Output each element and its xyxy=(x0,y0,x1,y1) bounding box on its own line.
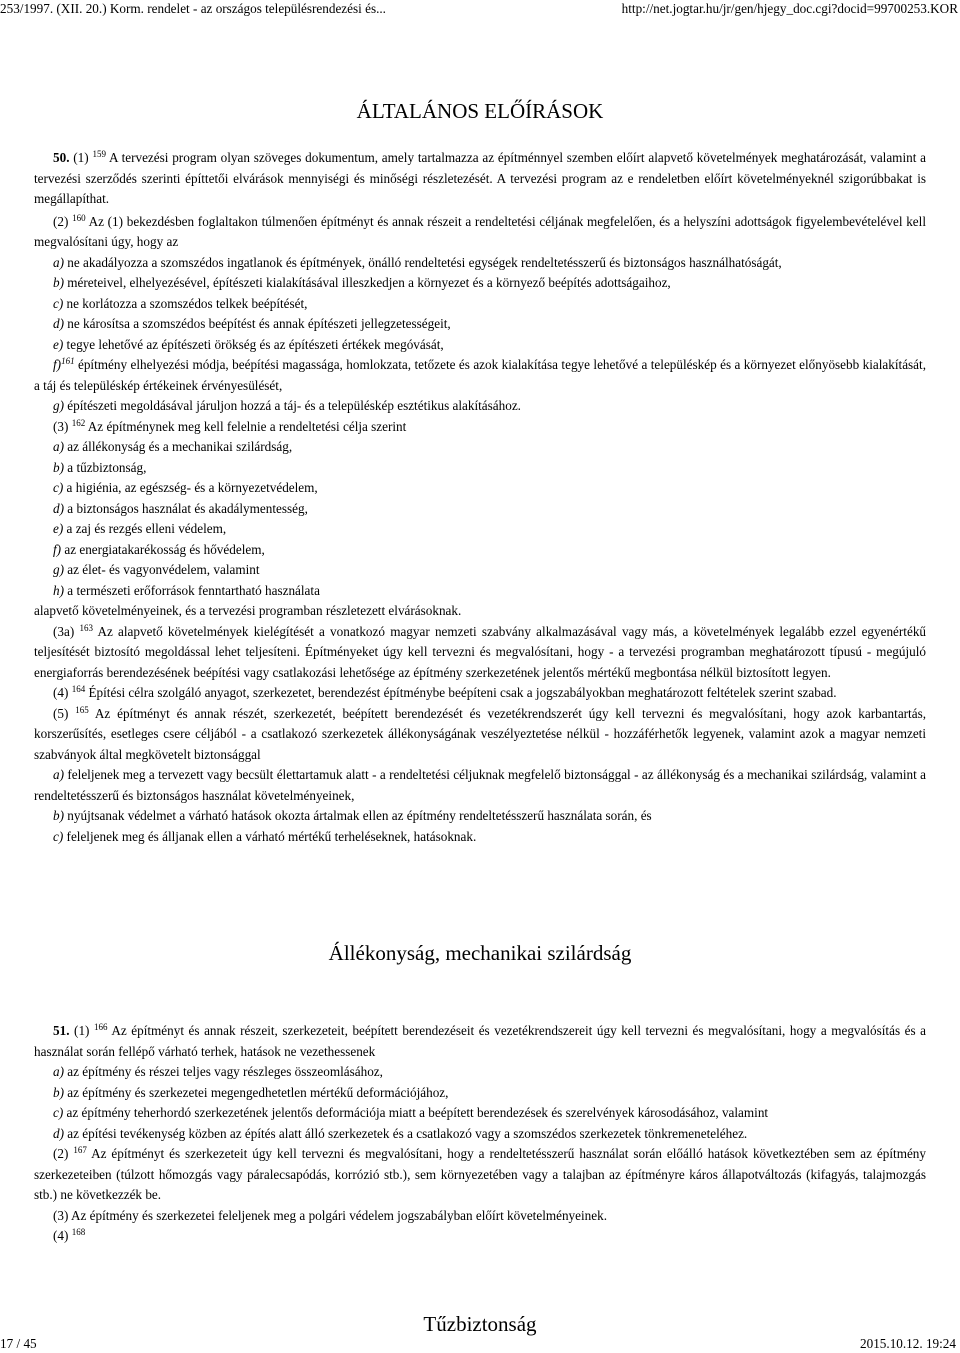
list-item xyxy=(34,540,926,561)
footnote-ref[interactable]: 167 xyxy=(73,1145,87,1155)
paragraph-50-3a xyxy=(34,622,926,684)
page-number: 17 / 45 xyxy=(0,1336,37,1351)
print-datetime: 2015.10.12. 19:24 xyxy=(860,1336,956,1351)
list-item xyxy=(34,827,926,848)
list-item-text: ne akadályozza a szomszédos ingatlanok és építmények, önálló rendeltetési egységek rendeltetésszerű és biztonságos használhatóságát, xyxy=(67,254,782,270)
footnote-ref[interactable]: 168 xyxy=(71,1227,86,1237)
list-item xyxy=(34,560,926,581)
list-item xyxy=(34,806,926,827)
list-item-text: a higiénia, az egészség- és a környezetvédelem, xyxy=(66,480,318,495)
section-number: 51. xyxy=(53,1023,70,1038)
list-item-mark: b) xyxy=(53,1084,64,1100)
list-item-text: építészeti megoldásával járuljon hozzá a táj- és a településkép esztétikus alakításához. xyxy=(67,398,521,413)
paragraph-50-5 xyxy=(34,704,926,766)
paragraph-50-3 xyxy=(34,417,926,438)
page-header xyxy=(0,0,960,22)
paragraph-51 xyxy=(34,1021,926,1247)
paragraph-50-3-tail: alapvető követelményeinek, és a tervezési programban részletezett elvárásoknak. xyxy=(34,603,462,618)
subsection-text: Az építménynek meg kell felelnie a rendeltetési célja szerint xyxy=(87,418,407,434)
list-50-5 xyxy=(34,765,926,847)
list-item-text: az építmény és részei teljes vagy részleges összeomlásához, xyxy=(67,1064,383,1079)
paragraph-50-2 xyxy=(34,212,926,253)
section-title-tuzbiztonsag: Tűzbiztonság xyxy=(423,1312,537,1336)
list-item xyxy=(34,1083,926,1104)
list-item-mark: b) xyxy=(53,808,64,823)
list-item-mark: b) xyxy=(53,459,64,475)
list-item xyxy=(34,458,926,479)
list-item-text: feleljenek meg a tervezett vagy becsült élettartamuk alatt - a rendeltetési céljuknak megfelelő biztonsággal - az állékonyság és a mechanikai szilárdság, valamint a rendeltetésszerű és biztonságos használat követelményeinek, xyxy=(34,767,927,803)
document-title-header: 253/1997. (XII. 20.) Korm. rendelet - az országos településrendezési és... xyxy=(0,1,386,16)
list-item-mark: c) xyxy=(53,295,64,311)
subsection-text: Építési célra szolgáló anyagot, szerkezetet, berendezést építménybe beépíteni csak a jogszabályokban meghatározott feltételek szerint szabad. xyxy=(88,685,837,700)
list-item-mark: h) xyxy=(53,582,64,598)
list-item-mark: d) xyxy=(53,1125,64,1141)
list-item xyxy=(34,273,926,294)
footnote-ref[interactable]: 160 xyxy=(72,212,86,223)
list-item-mark: e) xyxy=(53,336,64,352)
paragraph-50-4 xyxy=(34,683,926,704)
list-item-text: tegye lehetővé az építészeti örökség és az építészeti értékek megóvását, xyxy=(66,336,444,352)
list-item-text: feleljenek meg és álljanak ellen a várható mértékű terheléseknek, hatásoknak. xyxy=(66,828,477,844)
list-item-text: a zaj és rezgés elleni védelem, xyxy=(66,521,227,536)
list-item-text: az állékonyság és a mechanikai szilárdság, xyxy=(67,439,293,454)
list-50-3 xyxy=(34,437,926,601)
list-item-text: építmény elhelyezési módja, beépítési magassága, homlokzata, tetőzete és azok kialakítása tegye lehetővé a településkép és a környezet előnyösebb kialakítását, a táj és településkép értékeinek érvényesülését, xyxy=(34,357,926,393)
list-item-mark: f) xyxy=(53,541,62,557)
list-item-mark: e) xyxy=(53,521,64,536)
subsection-text: Az építményt és annak részeit, szerkezeteit, beépített berendezéseit és vezetékrendszereit úgy kell tervezni és megvalósítani, hogy a megvalósítás és a használat során fellépő várható terhek, hatások ne vezethessenek xyxy=(34,1023,927,1059)
list-item xyxy=(34,335,926,356)
list-item xyxy=(34,396,926,417)
subsection-text: Az (1) bekezdésben foglaltakon túlmenően építményt és annak részeit a rendeltetési céljának megfelelően, és a helyszíni adottságok figyelembevételével kell megvalósítani úgy, hogy az xyxy=(34,213,926,249)
list-item-text: az energiatakarékosság és hővédelem, xyxy=(64,541,265,557)
list-item-mark: a) xyxy=(53,767,64,782)
subsection-lead: (3) xyxy=(53,418,69,434)
footnote-ref[interactable]: 165 xyxy=(75,704,89,715)
list-item xyxy=(34,294,926,315)
footnote-ref[interactable]: 163 xyxy=(79,622,93,633)
list-item xyxy=(34,765,926,806)
list-item xyxy=(34,355,926,396)
list-item-mark: c) xyxy=(53,1105,64,1120)
list-item-text: nyújtsanak védelmet a várható hatások okozta ártalmak ellen az építmény rendeltetésszerű használata során, és xyxy=(67,808,652,823)
footnote-ref[interactable]: 159 xyxy=(92,149,106,159)
list-item-text: a tűzbiztonság, xyxy=(67,459,147,475)
paragraph-50 xyxy=(34,148,926,847)
list-item xyxy=(34,1062,926,1083)
subsection-text: Az alapvető követelmények kielégítését a vonatkozó magyar nemzeti szabvány alkalmazásával vagy más, a követelmények legalább ezzel egyenértékű teljesítését biztosító megoldással lehet teljesíteni. Építményeket úgy kell tervezni és megvalósítani, hogy - a tervezési programban meghatározott típusú - megújuló energiaforrás berendezésének beépítési vagy csatlakozási lehetősége az építmény szerkezetének jelentős mértékű megbontása nélkül biztosított legyen. xyxy=(34,623,927,680)
paragraph-51-1 xyxy=(34,1021,926,1062)
list-item-text: a természeti erőforrások fenntartható használata xyxy=(67,582,320,598)
list-item-mark: a) xyxy=(53,439,64,454)
list-item xyxy=(34,1124,926,1145)
list-item-mark: b) xyxy=(53,275,64,290)
subsection-lead: (1) xyxy=(73,150,89,165)
list-item xyxy=(34,581,926,602)
subsection-lead: (5) xyxy=(53,705,69,721)
list-item xyxy=(34,314,926,335)
list-item-mark: c) xyxy=(53,828,64,844)
footnote-ref[interactable]: 166 xyxy=(94,1022,108,1032)
subsection-lead: (4) xyxy=(53,685,69,700)
paragraph-51-2 xyxy=(34,1144,926,1206)
subsection-lead: (2) xyxy=(53,1146,69,1161)
list-item-mark: a) xyxy=(53,1064,64,1079)
list-item xyxy=(34,478,926,499)
list-item-mark: a) xyxy=(53,254,64,270)
list-item-mark: g) xyxy=(53,398,64,413)
subsection-text: Az építményt és annak részét, szerkezetét, beépített berendezését és vezetékrendszerét úgy kell tervezni és megvalósítani, hogy azok karbantartás, korszerűsítés, esetleges csere céljából - a csatlakozó szerkezetek állékonyságának veszélyeztetése nélkül - hozzáférhetők legyenek, valamint azok a magyar nemzeti szabványok által megkövetelt biztonsággal xyxy=(34,705,927,762)
list-item xyxy=(34,253,926,274)
section-number: 50. xyxy=(53,150,70,165)
document-url-header: http://net.jogtar.hu/jr/gen/hjegy_doc.cgi?docid=99700253.KOR xyxy=(621,1,958,16)
list-item-mark: g) xyxy=(53,562,64,577)
footnote-ref[interactable]: 161 xyxy=(61,356,75,366)
paragraph-51-4 xyxy=(34,1226,926,1247)
paragraph-50-1 xyxy=(34,148,926,210)
footnote-ref[interactable]: 164 xyxy=(71,684,86,694)
subsection-text: A tervezési program olyan szöveges dokumentum, amely tartalmazza az építménnyel szemben előírt alapvető követelmények meghatározását, valamint a tervezési szerződés szerinti építtetői elvárások mennyiségi és minőségi részletezését. A tervezési program az e rendeletben előírt követelményeknél szigorúbbakat is megállapíthat. xyxy=(34,150,926,206)
list-item-text: az építmény teherhordó szerkezetének jelentős deformációja miatt a beépített berendezések és szerelvények károsodásához, valamint xyxy=(66,1105,769,1120)
paragraph-51-3: (3) Az építmény és szerkezetei feleljenek meg a polgári védelem jogszabályban előírt követelményeinek. xyxy=(53,1207,608,1223)
list-item-text: méreteivel, elhelyezésével, építészeti kialakításával illeszkedjen a környezet és a környező beépítés adottságaihoz, xyxy=(67,275,671,290)
subsection-lead: (3a) xyxy=(53,623,75,639)
subsection-lead: (1) xyxy=(74,1023,90,1038)
list-item xyxy=(34,519,926,540)
list-item-text: ne korlátozza a szomszédos telkek beépítését, xyxy=(66,295,308,311)
subsection-text: Az építményt és szerkezeteit úgy kell tervezni és megvalósítani, hogy a rendeltetésszerű használat során előálló hatások következtében sem az építmény szerkezeteiben (túlzott hőmozgás vagy páralecsapódás, korrózió stb.), sem környezetében vagy a talajban az építményre káros állapotváltozás (kifagyás, talajmozgás stb.) ne következzék be. xyxy=(34,1146,926,1202)
list-item-mark: d) xyxy=(53,316,64,331)
list-item-text: ne károsítsa a szomszédos beépítést és annak építészeti jellegzetességeit, xyxy=(67,316,451,331)
list-item-text: a biztonságos használat és akadálymentesség, xyxy=(67,500,308,516)
list-51-1 xyxy=(34,1062,926,1144)
subsection-lead: (4) xyxy=(53,1228,69,1243)
list-item-mark: d) xyxy=(53,500,64,516)
list-item-mark: c) xyxy=(53,480,64,495)
footnote-ref[interactable]: 162 xyxy=(71,417,86,428)
section-title-allekonysag: Állékonyság, mechanikai szilárdság xyxy=(328,941,632,965)
list-item xyxy=(34,1103,926,1124)
list-item xyxy=(34,499,926,520)
list-50-2 xyxy=(34,253,926,417)
subsection-lead: (2) xyxy=(53,213,69,229)
list-item-text: az építési tevékenység közben az építés alatt álló szerkezetek és a csatlakozó vagy a szomszédos szerkezetek tönkremeneteléhez. xyxy=(67,1125,748,1141)
list-item-mark: f) xyxy=(53,357,62,372)
list-item xyxy=(34,437,926,458)
section-title-altalanos: ÁLTALÁNOS ELŐÍRÁSOK xyxy=(356,99,604,123)
list-item-text: az építmény és szerkezetei megengedhetetlen mértékű deformációjához, xyxy=(67,1084,449,1100)
list-item-text: az élet- és vagyonvédelem, valamint xyxy=(67,562,260,577)
